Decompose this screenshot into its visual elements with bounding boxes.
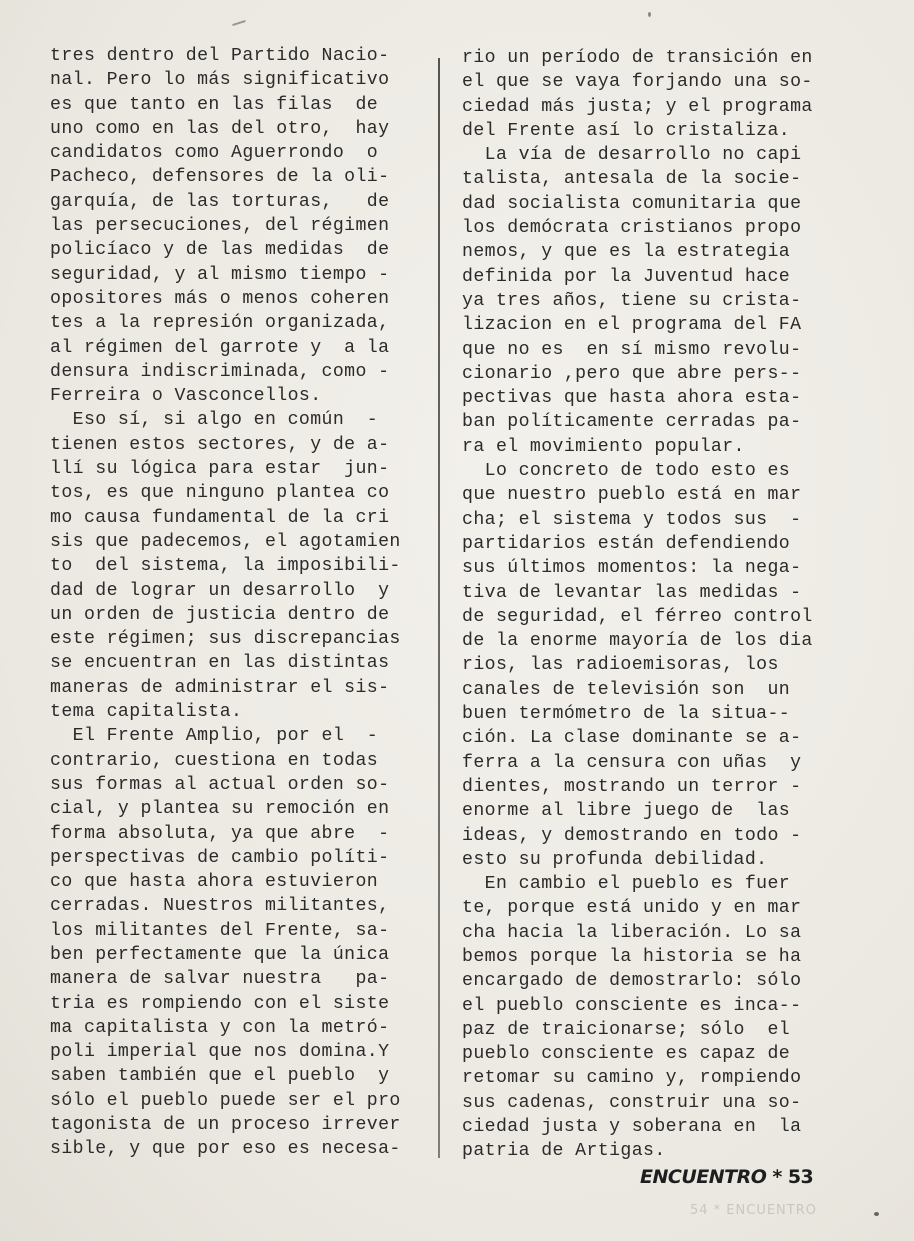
- text-line: policíaco y de las medidas de: [50, 240, 390, 261]
- text-line: rios, las radioemisoras, los: [462, 655, 779, 676]
- text-line: contrario, cuestiona en todas: [50, 750, 379, 771]
- text-line: encargado de demostrarlo: sólo: [462, 971, 802, 992]
- text-line: cha; el sistema y todos sus -: [462, 509, 802, 530]
- text-line: maneras de administrar el sis-: [50, 677, 390, 698]
- text-line: tria es rompiendo con el siste: [50, 993, 390, 1014]
- text-line: sus últimos momentos: la nega-: [462, 558, 802, 579]
- text-line: definida por la Juventud hace: [462, 266, 791, 287]
- text-line: pectivas que hasta ahora esta-: [462, 388, 802, 409]
- text-line: paz de traicionarse; sólo el: [462, 1019, 791, 1040]
- text-line: tagonista de un proceso irrever: [50, 1115, 401, 1136]
- text-line: los militantes del Frente, sa-: [50, 920, 390, 941]
- text-line: saben también que el pueblo y: [50, 1066, 390, 1087]
- text-line: de seguridad, el férreo control: [462, 606, 813, 627]
- text-line: ben perfectamente que la única: [50, 944, 390, 965]
- text-line: ferra a la censura con uñas y: [462, 752, 802, 773]
- text-line: tes a la represión organizada,: [50, 313, 390, 334]
- text-line: tres dentro del Partido Nacio-: [50, 46, 390, 66]
- text-line: tos, es que ninguno plantea co: [50, 483, 390, 504]
- text-line: patria de Artigas.: [462, 1141, 666, 1162]
- column-divider: [438, 58, 440, 1158]
- text-line: garquía, de las torturas, de: [50, 191, 390, 212]
- page-footer: [640, 1166, 813, 1188]
- text-line: dad socialista comunitaria que: [462, 193, 802, 214]
- text-line: dad de lograr un desarrollo y: [50, 580, 390, 601]
- text-line: rio un período de transición en: [462, 48, 813, 68]
- paper-speck: [232, 20, 246, 26]
- text-line: es que tanto en las filas de: [50, 94, 379, 115]
- text-line: ya tres años, tiene su crista-: [462, 290, 802, 311]
- text-line: del Frente así lo cristaliza.: [462, 120, 791, 141]
- text-line: ra el movimiento popular.: [462, 436, 745, 457]
- text-line: los demócrata cristianos propo: [462, 218, 802, 239]
- text-line: Pacheco, defensores de la oli-: [50, 167, 390, 188]
- text-line: al régimen del garrote y a la: [50, 337, 390, 358]
- text-line: seguridad, y al mismo tiempo -: [50, 264, 390, 285]
- text-line: nal. Pero lo más significativo: [50, 70, 390, 91]
- text-line: co que hasta ahora estuvieron: [50, 872, 379, 893]
- text-line: En cambio el pueblo es fuer: [462, 874, 791, 895]
- text-line: canales de televisión son un: [462, 679, 791, 700]
- text-line: sólo el pueblo puede ser el pro: [50, 1090, 401, 1111]
- text-line: nemos, y que es la estrategia: [462, 242, 791, 263]
- bleed-through-text: 54 * ENCUENTRO: [690, 1203, 817, 1218]
- text-line: mo causa fundamental de la cri: [50, 507, 390, 528]
- text-line: El Frente Amplio, por el -: [50, 726, 379, 747]
- text-line: sis que padecemos, el agotamien: [50, 531, 401, 552]
- text-line: buen termómetro de la situa--: [462, 704, 791, 725]
- text-line: Ferreira o Vasconcellos.: [50, 386, 322, 407]
- text-line: un orden de justicia dentro de: [50, 604, 390, 625]
- text-line: te, porque está unido y en mar: [462, 898, 802, 919]
- text-line: este régimen; sus discrepancias: [50, 629, 401, 650]
- magazine-name: ENCUENTRO: [640, 1166, 767, 1188]
- text-line: retomar su camino y, rompiendo: [462, 1068, 802, 1089]
- text-line: to del sistema, la imposibili-: [50, 556, 401, 577]
- text-line: ción. La clase dominante se a-: [462, 728, 802, 749]
- page-number: 53: [787, 1166, 814, 1188]
- text-line: uno como en las del otro, hay: [50, 118, 390, 139]
- text-line: talista, antesala de la socie-: [462, 169, 802, 190]
- text-line: tienen estos sectores, y de a-: [50, 434, 390, 455]
- text-line: llí su lógica para estar jun-: [50, 459, 390, 480]
- text-line: las persecuciones, del régimen: [50, 216, 390, 237]
- text-line: tema capitalista.: [50, 702, 243, 723]
- text-line: opositores más o menos coheren: [50, 288, 390, 309]
- text-line: pueblo consciente es capaz de: [462, 1044, 791, 1065]
- text-line: manera de salvar nuestra pa-: [50, 969, 390, 990]
- text-line: cionario ,pero que abre pers--: [462, 363, 802, 384]
- text-line: esto su profunda debilidad.: [462, 849, 768, 870]
- text-line: La vía de desarrollo no capi: [462, 145, 802, 166]
- right-text-column: [462, 46, 852, 1164]
- text-line: el que se vaya forjando una so-: [462, 72, 813, 93]
- text-line: de la enorme mayoría de los dia: [462, 631, 813, 652]
- text-line: perspectivas de cambio políti-: [50, 847, 390, 868]
- text-line: se encuentran en las distintas: [50, 653, 390, 674]
- text-line: ideas, y demostrando en todo -: [462, 825, 802, 846]
- text-line: cerradas. Nuestros militantes,: [50, 896, 390, 917]
- text-line: cial, y plantea su remoción en: [50, 799, 390, 820]
- text-line: poli imperial que nos domina.Y: [50, 1042, 390, 1063]
- text-line: sus formas al actual orden so-: [50, 774, 390, 795]
- text-line: ma capitalista y con la metró-: [50, 1017, 390, 1038]
- text-line: lizacion en el programa del FA: [462, 315, 802, 336]
- text-line: que no es en sí mismo revolu-: [462, 339, 802, 360]
- text-line: ban políticamente cerradas pa-: [462, 412, 802, 433]
- paper-speck: [874, 1212, 879, 1216]
- text-line: cha hacia la liberación. Lo sa: [462, 922, 802, 943]
- text-line: dientes, mostrando un terror -: [462, 776, 802, 797]
- left-text-column: [50, 44, 430, 1162]
- text-line: ciedad más justa; y el programa: [462, 96, 813, 117]
- paper-speck: [648, 12, 651, 17]
- text-line: densura indiscriminada, como -: [50, 361, 390, 382]
- text-line: que nuestro pueblo está en mar: [462, 485, 802, 506]
- text-line: enorme al libre juego de las: [462, 801, 791, 822]
- text-line: bemos porque la historia se ha: [462, 946, 802, 967]
- text-line: tiva de levantar las medidas -: [462, 582, 802, 603]
- text-line: Lo concreto de todo esto es: [462, 461, 791, 482]
- text-line: sible, y que por eso es necesa-: [50, 1139, 401, 1160]
- text-line: partidarios están defendiendo: [462, 533, 791, 554]
- text-line: el pueblo consciente es inca--: [462, 995, 802, 1016]
- text-line: ciedad justa y soberana en la: [462, 1117, 802, 1138]
- text-line: sus cadenas, construir una so-: [462, 1092, 802, 1113]
- text-line: forma absoluta, ya que abre -: [50, 823, 390, 844]
- text-line: candidatos como Aguerrondo o: [50, 143, 379, 164]
- footer-separator: *: [772, 1166, 782, 1188]
- text-line: Eso sí, si algo en común -: [50, 410, 379, 431]
